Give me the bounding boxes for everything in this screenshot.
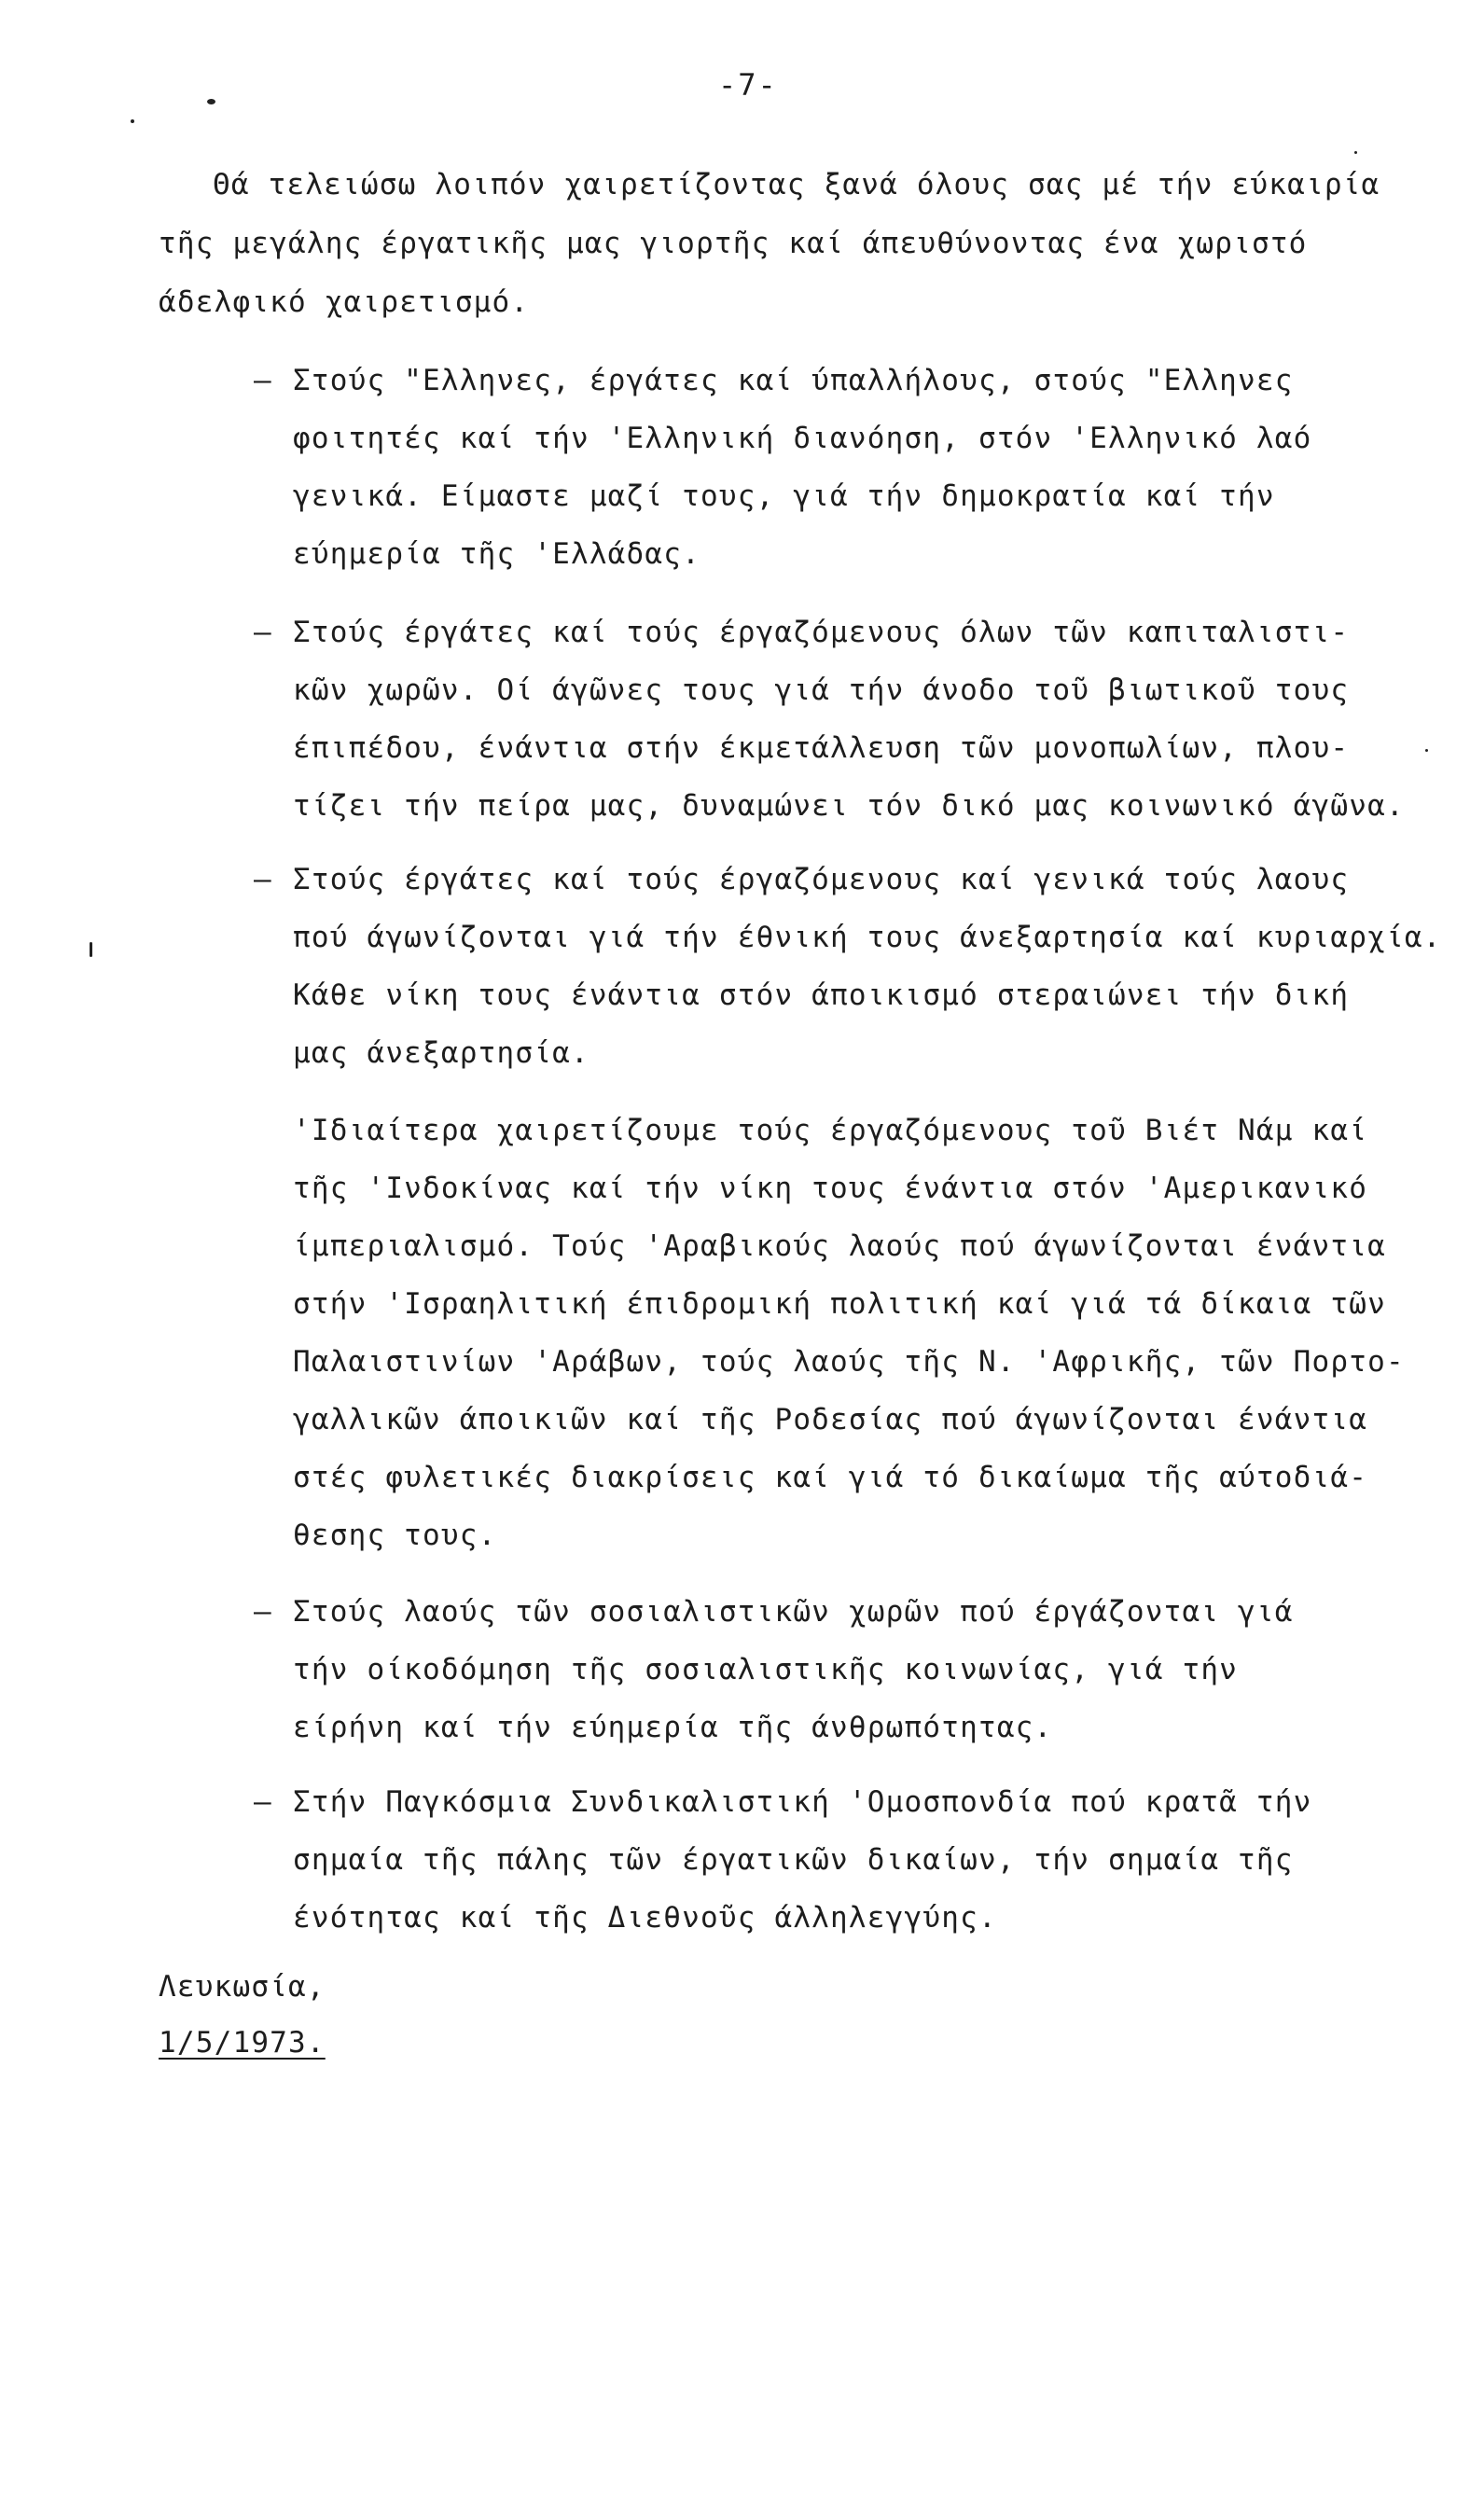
list-dash: – [254,616,271,649]
paragraph-line: γαλλικῶν άποικιῶν καί τῆς Ροδεσίας πού άγωνίζονται ένάντια [293,1403,1368,1436]
list-dash: – [254,863,271,896]
list-line: τίζει τήν πείρα μας, δυναμώνει τόν δικό μας κοινωνικό άγῶνα. [293,789,1405,823]
paragraph-line: στήν 'Ισραηλιτική έπιδρομική πολιτική καί γιά τά δίκαια τῶν [293,1287,1386,1321]
list-line: ένότητας καί τῆς Διεθνοῦς άλληλεγγύης. [293,1901,997,1935]
page-number: -7- [718,67,778,103]
list-line: κῶν χωρῶν. Οί άγῶνες τους γιά τήν άνοδο τοῦ βιωτικοῦ τους [293,673,1350,707]
list-line: πού άγωνίζονται γιά τήν έθνική τους άνεξαρτησία καί κυριαρχία. [293,921,1442,954]
scan-speck [131,119,134,123]
scan-speck [90,942,92,957]
intro-line: τῆς μεγάλης έργατικῆς μας γιορτῆς καί άπευθύνοντας ένα χωριστό [159,227,1308,260]
list-line: τήν οίκοδόμηση τῆς σοσιαλιστικῆς κοινωνίας, γιά τήν [293,1653,1239,1686]
list-line: φοιτητές καί τήν 'Ελληνική διανόηση, στόν 'Ελληνικό λαό [293,422,1312,455]
intro-line: άδελφικό χαιρετισμό. [159,285,530,319]
list-line: Στούς λαούς τῶν σοσιαλιστικῶν χωρῶν πού έργάζονται γιά [293,1595,1294,1629]
paragraph-line: Παλαιστινίων 'Αράβων, τούς λαούς τῆς Ν. 'Αφρικῆς, τῶν Πορτο- [293,1345,1405,1379]
scan-speck [207,99,215,104]
intro-line: Θά τελειώσω λοιπόν χαιρετίζοντας ξανά όλους σας μέ τήν εύκαιρία [213,168,1380,201]
paragraph-line: θεσης τους. [293,1519,497,1552]
list-dash: – [254,1785,271,1819]
list-line: εύημερία τῆς 'Ελλάδας. [293,537,700,571]
list-line: Κάθε νίκη τους ένάντια στόν άποικισμό στεραιώνει τήν δική [293,978,1350,1012]
list-dash: – [254,1595,271,1629]
list-line: Στούς "Ελληνες, έργάτες καί ύπαλλήλους, στούς "Ελληνες [293,364,1294,397]
list-line: Στούς έργάτες καί τούς έργαζόμενους καί γενικά τούς λαους [293,863,1350,896]
closing-date: 1/5/1973. [159,2026,326,2060]
paragraph-line: τῆς 'Ινδοκίνας καί τήν νίκη τους ένάντια στόν 'Αμερικανικό [293,1172,1368,1205]
scan-speck [1354,151,1357,154]
paragraph-line: 'Ιδιαίτερα χαιρετίζουμε τούς έργαζόμενους τοῦ Βιέτ Νάμ καί [293,1114,1368,1147]
paragraph-line: στές φυλετικές διακρίσεις καί γιά τό δικαίωμα τῆς αύτοδιά- [293,1461,1368,1494]
list-line: σημαία τῆς πάλης τῶν έργατικῶν δικαίων, τήν σημαία τῆς [293,1843,1294,1877]
closing-place: Λευκωσία, [159,1970,326,2004]
list-line: γενικά. Είμαστε μαζί τους, γιά τήν δημοκρατία καί τήν [293,479,1275,513]
scan-speck [1425,749,1428,752]
list-line: Στήν Παγκόσμια Συνδικαλιστική 'Ομοσπονδία πού κρατᾶ τήν [293,1785,1312,1819]
list-line: Στούς έργάτες καί τούς έργαζόμενους όλων τῶν καπιταλιστι- [293,616,1350,649]
paragraph-line: ίμπεριαλισμό. Τούς 'Αραβικούς λαούς πού άγωνίζονται ένάντια [293,1229,1386,1263]
list-line: μας άνεξαρτησία. [293,1036,589,1070]
list-dash: – [254,364,271,397]
list-line: έπιπέδου, ένάντια στήν έκμετάλλευση τῶν μονοπωλίων, πλου- [293,731,1350,765]
list-line: είρήνη καί τήν εύημερία τῆς άνθρωπότητας. [293,1711,1053,1744]
